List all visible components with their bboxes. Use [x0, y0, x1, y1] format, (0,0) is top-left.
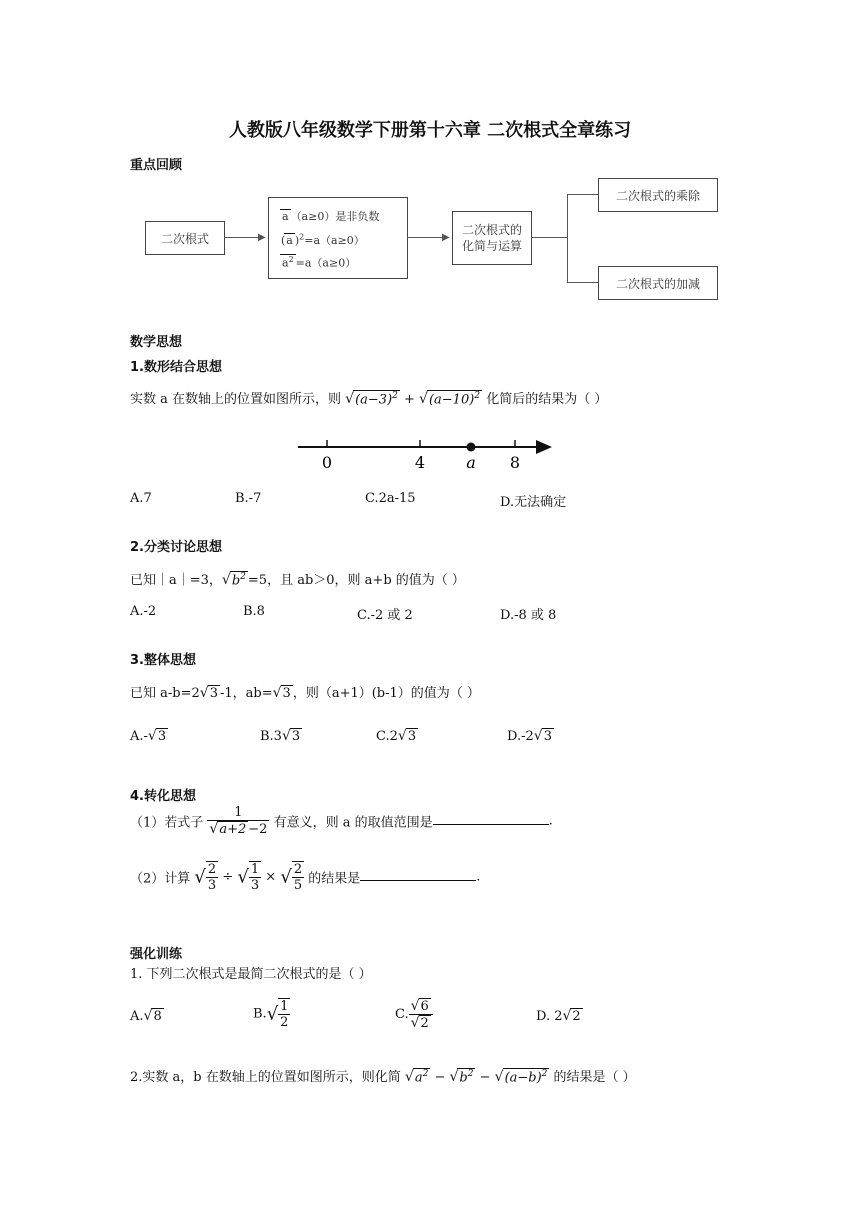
number-line: [290, 430, 570, 475]
review-heading: 重点回顾: [130, 158, 183, 173]
s2-option-c[interactable]: C.-2 或 2: [357, 608, 413, 623]
s2-option-b[interactable]: B.8: [243, 604, 265, 619]
s3-option-b[interactable]: B.3√3: [260, 728, 301, 744]
arrow-icon: ▶: [258, 232, 266, 243]
s1-option-b[interactable]: B.-7: [235, 491, 262, 506]
s3-option-d[interactable]: D.-2√3: [507, 728, 552, 744]
training-heading: 强化训练: [130, 947, 183, 962]
s1-option-a[interactable]: A.7: [130, 491, 152, 506]
training-q1: 1. 下列二次根式是最简二次根式的是（ ）: [130, 967, 372, 982]
prop-line-3: $a^2 =a(a\ge 0)$: [282, 255, 357, 270]
s2-option-d[interactable]: D.-8 或 8: [500, 608, 557, 623]
box-add-sub: 二次根式的加减: [598, 266, 718, 300]
q1-option-c[interactable]: C. $\frac{√6}{√2}$: [395, 998, 433, 1031]
arrow-icon: ▶: [442, 232, 450, 243]
s1-question: 实数 a 在数轴上的位置如图所示，则 $√(a-3)^2 + √(a-10)^2$ 化简后的结果为（ ）: [130, 390, 608, 407]
s4-part-2: （2）计算 √ $\frac{2}{3}$ ÷ √ $\frac{1}{3}$ × √ $\frac{2}{5}$ 的结果是 .: [130, 862, 481, 893]
axis-label-0: 0: [321, 453, 333, 472]
s3-heading: 3.整体思想: [130, 653, 196, 668]
q1-option-b[interactable]: B.√ $\frac{1}{2}$: [253, 999, 289, 1030]
arrow-icon: [536, 440, 552, 454]
axis-label-4: 4: [414, 453, 426, 472]
box-properties: [268, 197, 408, 279]
training-q2: 2.实数 a，b 在数轴上的位置如图所示，则化简 $√a^2 - √b^2 - √(a-b)^2$ 的结果是（ ）: [130, 1068, 636, 1085]
page-title: 人教版八年级数学下册第十六章 二次根式全章练习: [228, 120, 632, 141]
s4-part-1: （1）若式子 $\frac{1}{√a+2 -2}$ 有意义，则 a 的取值范围是 .: [130, 805, 553, 837]
answer-blank-2[interactable]: [360, 868, 476, 881]
box-mul-div: 二次根式的乘除: [598, 178, 718, 212]
s3-question: 已知 a-b=2√3 -1，ab=√3 ，则（a+1）(b-1）的值为（ ）: [130, 685, 480, 701]
s1-option-d[interactable]: D.无法确定: [500, 495, 567, 510]
axis-label-8: 8: [509, 453, 521, 472]
axis-label-a: a: [466, 453, 476, 472]
thinking-heading: 数学思想: [130, 335, 183, 350]
s3-option-a[interactable]: A.-√3: [130, 728, 167, 744]
prop-line-1: a （a≥0）是非负数: [282, 210, 380, 223]
q1-option-a[interactable]: A.√8: [130, 1008, 162, 1024]
box-root: 二次根式: [145, 221, 225, 255]
q1-option-d[interactable]: D. 2√2: [536, 1008, 581, 1024]
prop-line-2: (a )$^2$=a（a≥0）: [281, 232, 365, 247]
s1-heading: 1.数形结合思想: [130, 360, 222, 375]
answer-blank-1[interactable]: [433, 812, 549, 825]
s1-option-c[interactable]: C.2a-15: [365, 491, 416, 506]
point-a: [467, 443, 476, 452]
s2-option-a[interactable]: A.-2: [130, 604, 157, 619]
box-simplify: 二次根式的 化简与运算: [452, 211, 532, 265]
s3-option-c[interactable]: C.2√3: [376, 728, 417, 744]
s4-heading: 4.转化思想: [130, 789, 196, 804]
s2-question: 已知｜a｜=3，$√b^2 =5$，且 ab＞0，则 a+b 的值为（ ）: [130, 571, 465, 588]
s2-heading: 2.分类讨论思想: [130, 540, 222, 555]
